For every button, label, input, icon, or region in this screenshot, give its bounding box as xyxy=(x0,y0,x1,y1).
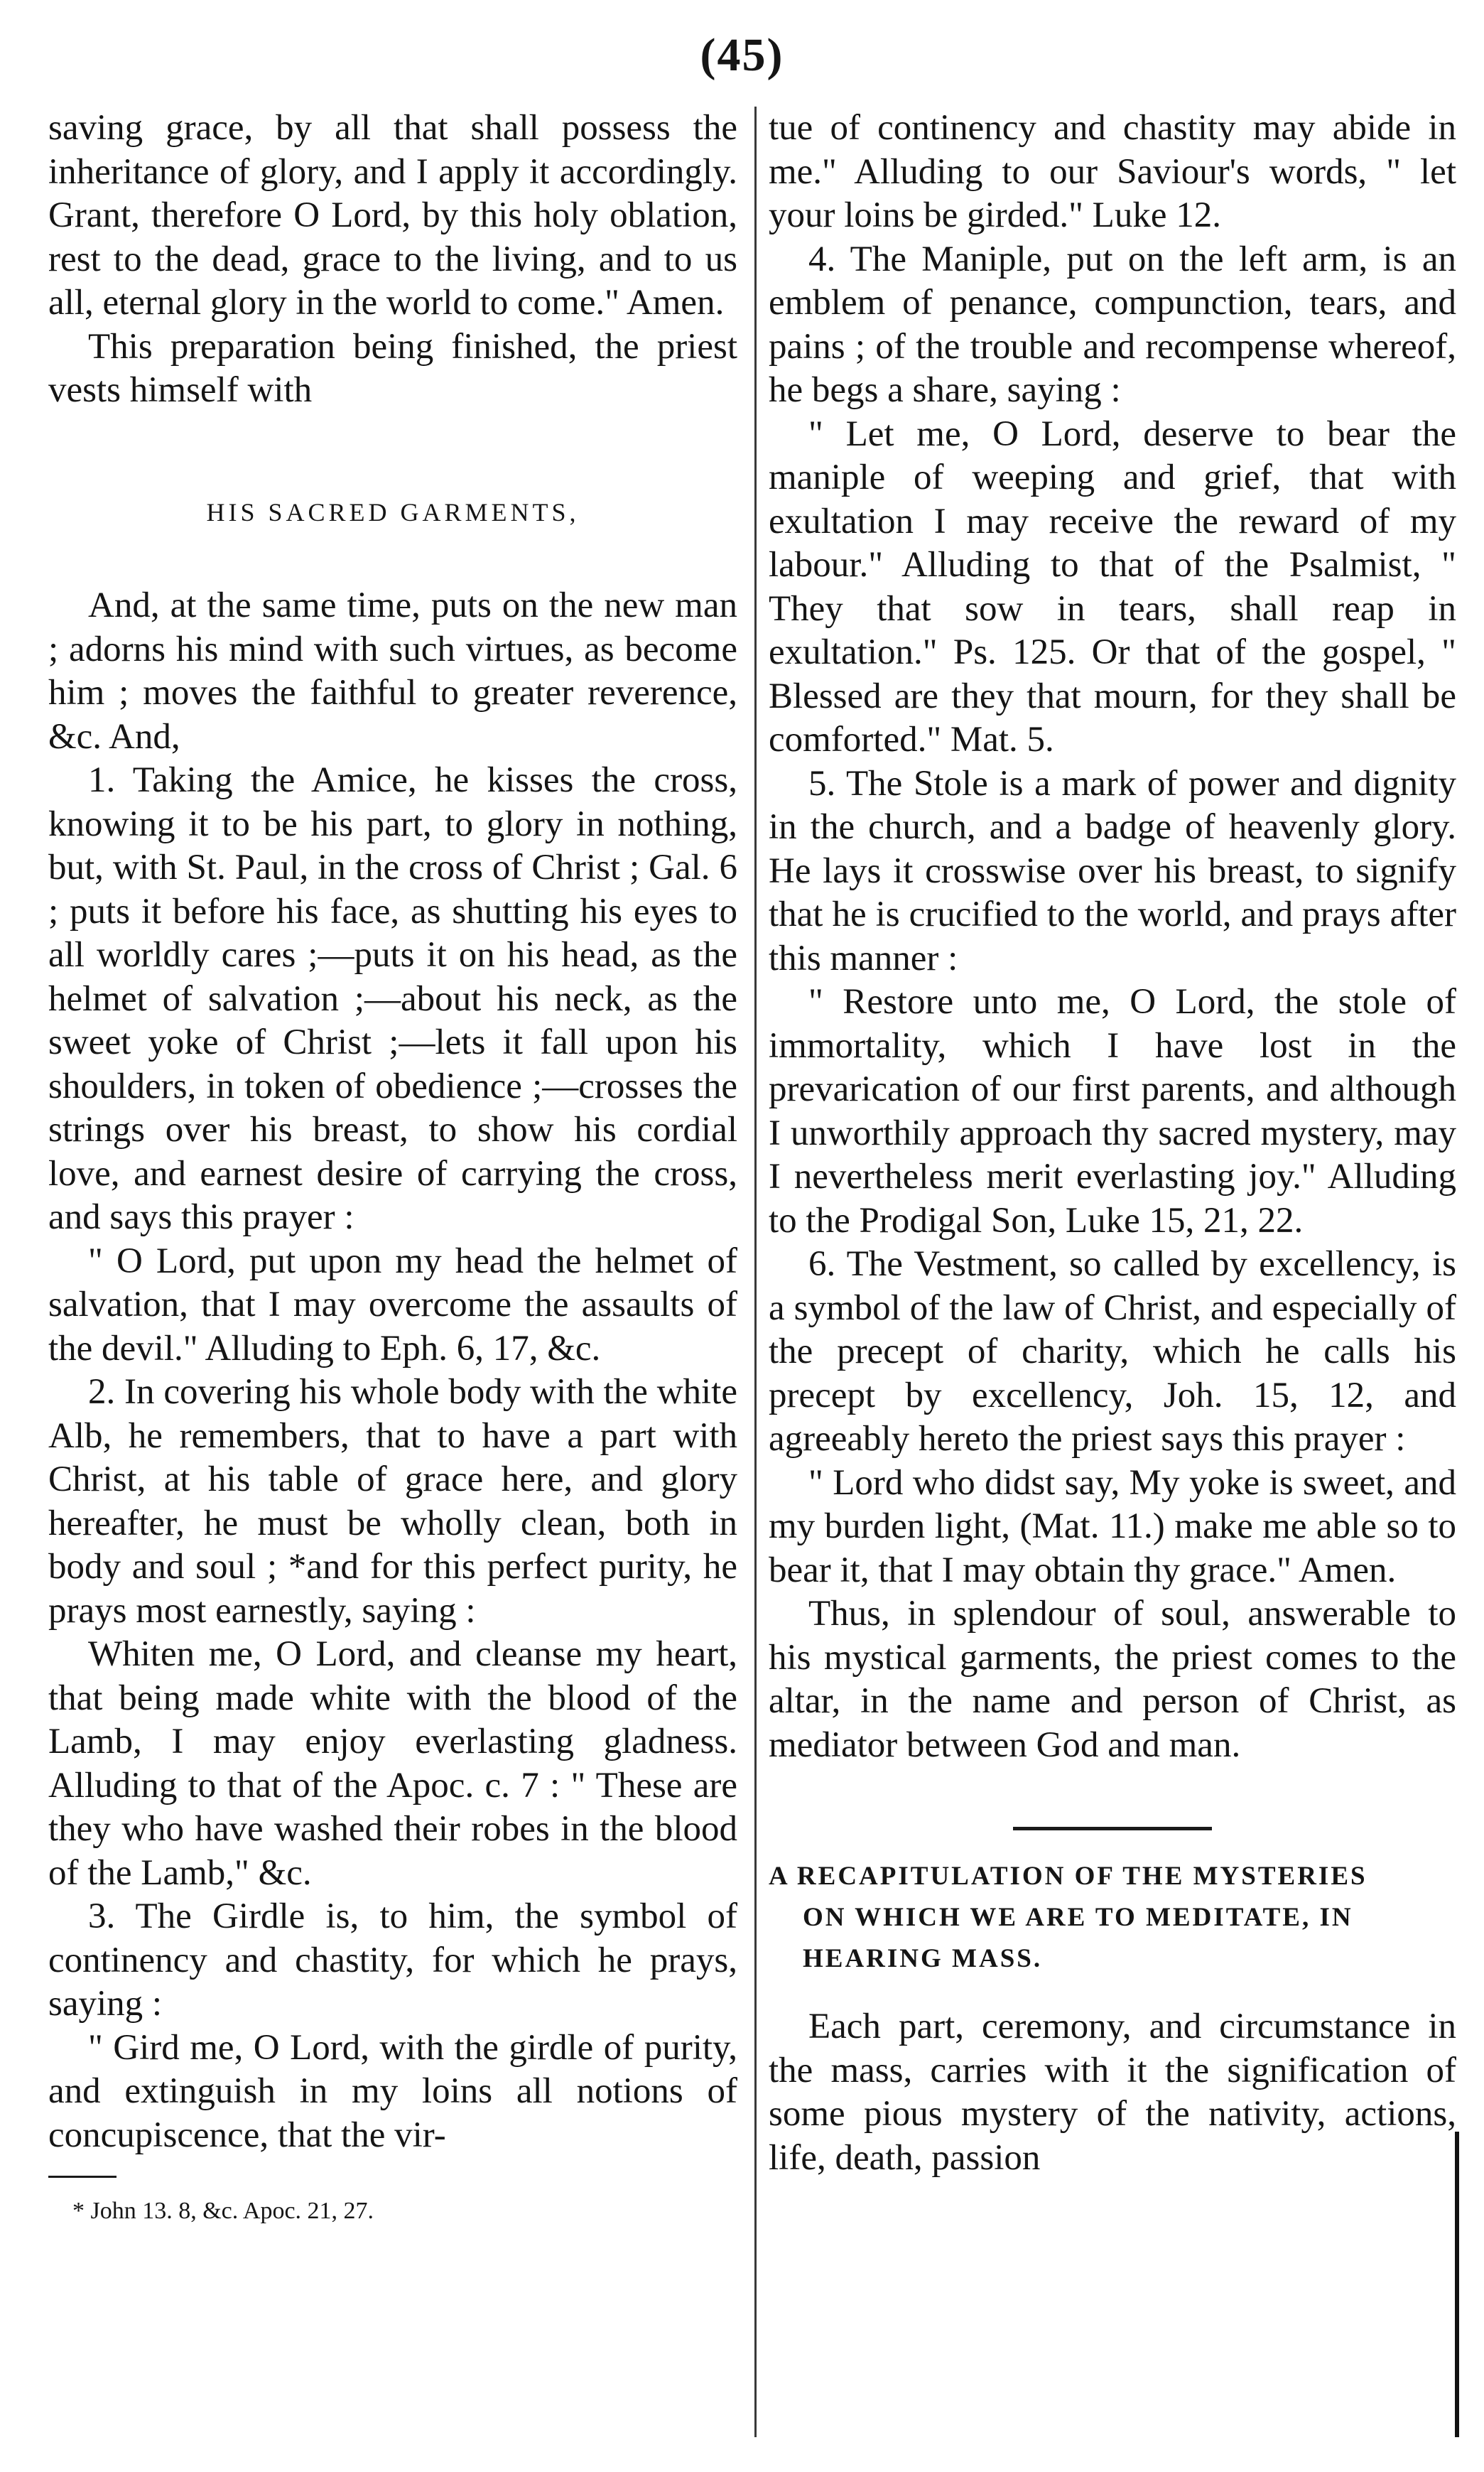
paragraph: Each part, ceremony, and circumstance in the mass, carries with it the signification of some pious mystery of the nativity, actions, life, death, passion xyxy=(769,2007,1456,2178)
recap-heading-line: ON WHICH WE ARE TO MEDITATE, IN xyxy=(803,1903,1353,1932)
paragraph: " Lord who didst say, My yoke is sweet, and my burden light, (Mat. 11.) make me able so to bear it, that I may obtain thy grace." Amen. xyxy=(769,1462,1456,1590)
paragraph: 5. The Stole is a mark of power and dignity in the church, and a badge of heavenly glory. He lays it crosswise over his breast, to signify that he is crucified to the world, and prays after this manner : xyxy=(769,763,1456,978)
section-rule xyxy=(1013,1827,1212,1830)
paragraph: 6. The Vestment, so called by excellency, is a symbol of the law of Christ, and especially of the precept of charity, which he calls his precept by excellency, Joh. 15, 12, and agreeably hereto the priest says this prayer : xyxy=(769,1244,1456,1459)
paragraph: And, at the same time, puts on the new man ; adorns his mind with such virtues, as become him ; moves the faithful to greater reverence, &c. And, xyxy=(48,585,737,757)
page-number: (45) xyxy=(700,29,784,81)
recap-heading-line: HEARING MASS. xyxy=(803,1944,1043,1973)
paragraph: Whiten me, O Lord, and cleanse my heart, that being made white with the blood of the Lamb, I may enjoy everlasting gladness. Alluding to that of the Apoc. c. 7 : " These are they who have washed their robes in the blood of the Lamb," &c. xyxy=(48,1634,737,1893)
paragraph: 1. Taking the Amice, he kisses the cross, knowing it to be his part, to glory in nothing, but, with St. Paul, in the cross of Christ ; Gal. 6 ; puts it before his face, as shutting his eyes to all worldly cares ;—puts it on his head, as the helmet of salvation ;—about his neck, as the sweet yoke of Christ ;—lets it fall upon his shoulders, in token of obedience ;—crosses the strings over his breast, to show his cordial love, and earnest desire of carrying the cross, and says this prayer : xyxy=(48,760,737,1237)
section-heading: HIS SACRED GARMENTS, xyxy=(206,497,580,527)
paragraph: " Gird me, O Lord, with the girdle of purity, and extinguish in my loins all notions of concupiscence, that the vir- xyxy=(48,2027,737,2155)
paragraph: Thus, in splendour of soul, answerable to his mystical garments, the priest comes to the altar, in the name and person of Christ, as mediator between God and man. xyxy=(769,1594,1456,1765)
paragraph: 4. The Maniple, put on the left arm, is an emblem of penance, compunction, tears, and pains ; of the trouble and recompense whereof, he begs a share, saying : xyxy=(769,239,1456,410)
footnote: * John 13. 8, &c. Apoc. 21, 27. xyxy=(72,2198,374,2224)
column-divider xyxy=(754,107,757,2437)
paragraph: 2. In covering his whole body with the white Alb, he remembers, that to have a part with Christ, at his table of grace here, and glory hereafter, he must be wholly clean, both in body and soul ; *and for this perfect purity, he prays most earnestly, saying : xyxy=(48,1372,737,1631)
recap-heading xyxy=(769,1856,1456,1980)
left-column xyxy=(48,107,737,2229)
paragraph: This preparation being finished, the priest vests himself with xyxy=(48,326,737,410)
paragraph: saving grace, by all that shall possess the inheritance of glory, and I apply it accordingly. Grant, therefore O Lord, by this holy oblation, rest to the dead, grace to the living, and to us all, eternal glory in the world to come." Amen. xyxy=(48,108,737,323)
right-column xyxy=(769,107,1456,2180)
paragraph: 3. The Girdle is, to him, the symbol of continency and chastity, for which he prays, saying : xyxy=(48,1896,737,2024)
paragraph: tue of continency and chastity may abide in me." Alluding to our Saviour's words, " let your loins be girded." Luke 12. xyxy=(769,108,1456,235)
footnote-rule xyxy=(48,2176,117,2178)
paragraph: " O Lord, put upon my head the helmet of salvation, that I may overcome the assaults of the devil." Alluding to Eph. 6, 17, &c. xyxy=(48,1241,737,1369)
paragraph: " Let me, O Lord, deserve to bear the maniple of weeping and grief, that with exultation I may receive the reward of my labour." Alluding to that of the Psalmist, " They that sow in tears, shall reap in exultation." Ps. 125. Or that of the gospel, " Blessed are they that mourn, for they shall be comforted." Mat. 5. xyxy=(769,414,1456,760)
recap-heading-line: A RECAPITULATION OF THE MYSTERIES xyxy=(769,1862,1367,1891)
paragraph: " Restore unto me, O Lord, the stole of immortality, which I have lost in the prevarication of our first parents, and although I unworthily approach thy sacred mystery, may I nevertheless merit everlasting joy." Alluding to the Prodigal Son, Luke 15, 21, 22. xyxy=(769,982,1456,1241)
